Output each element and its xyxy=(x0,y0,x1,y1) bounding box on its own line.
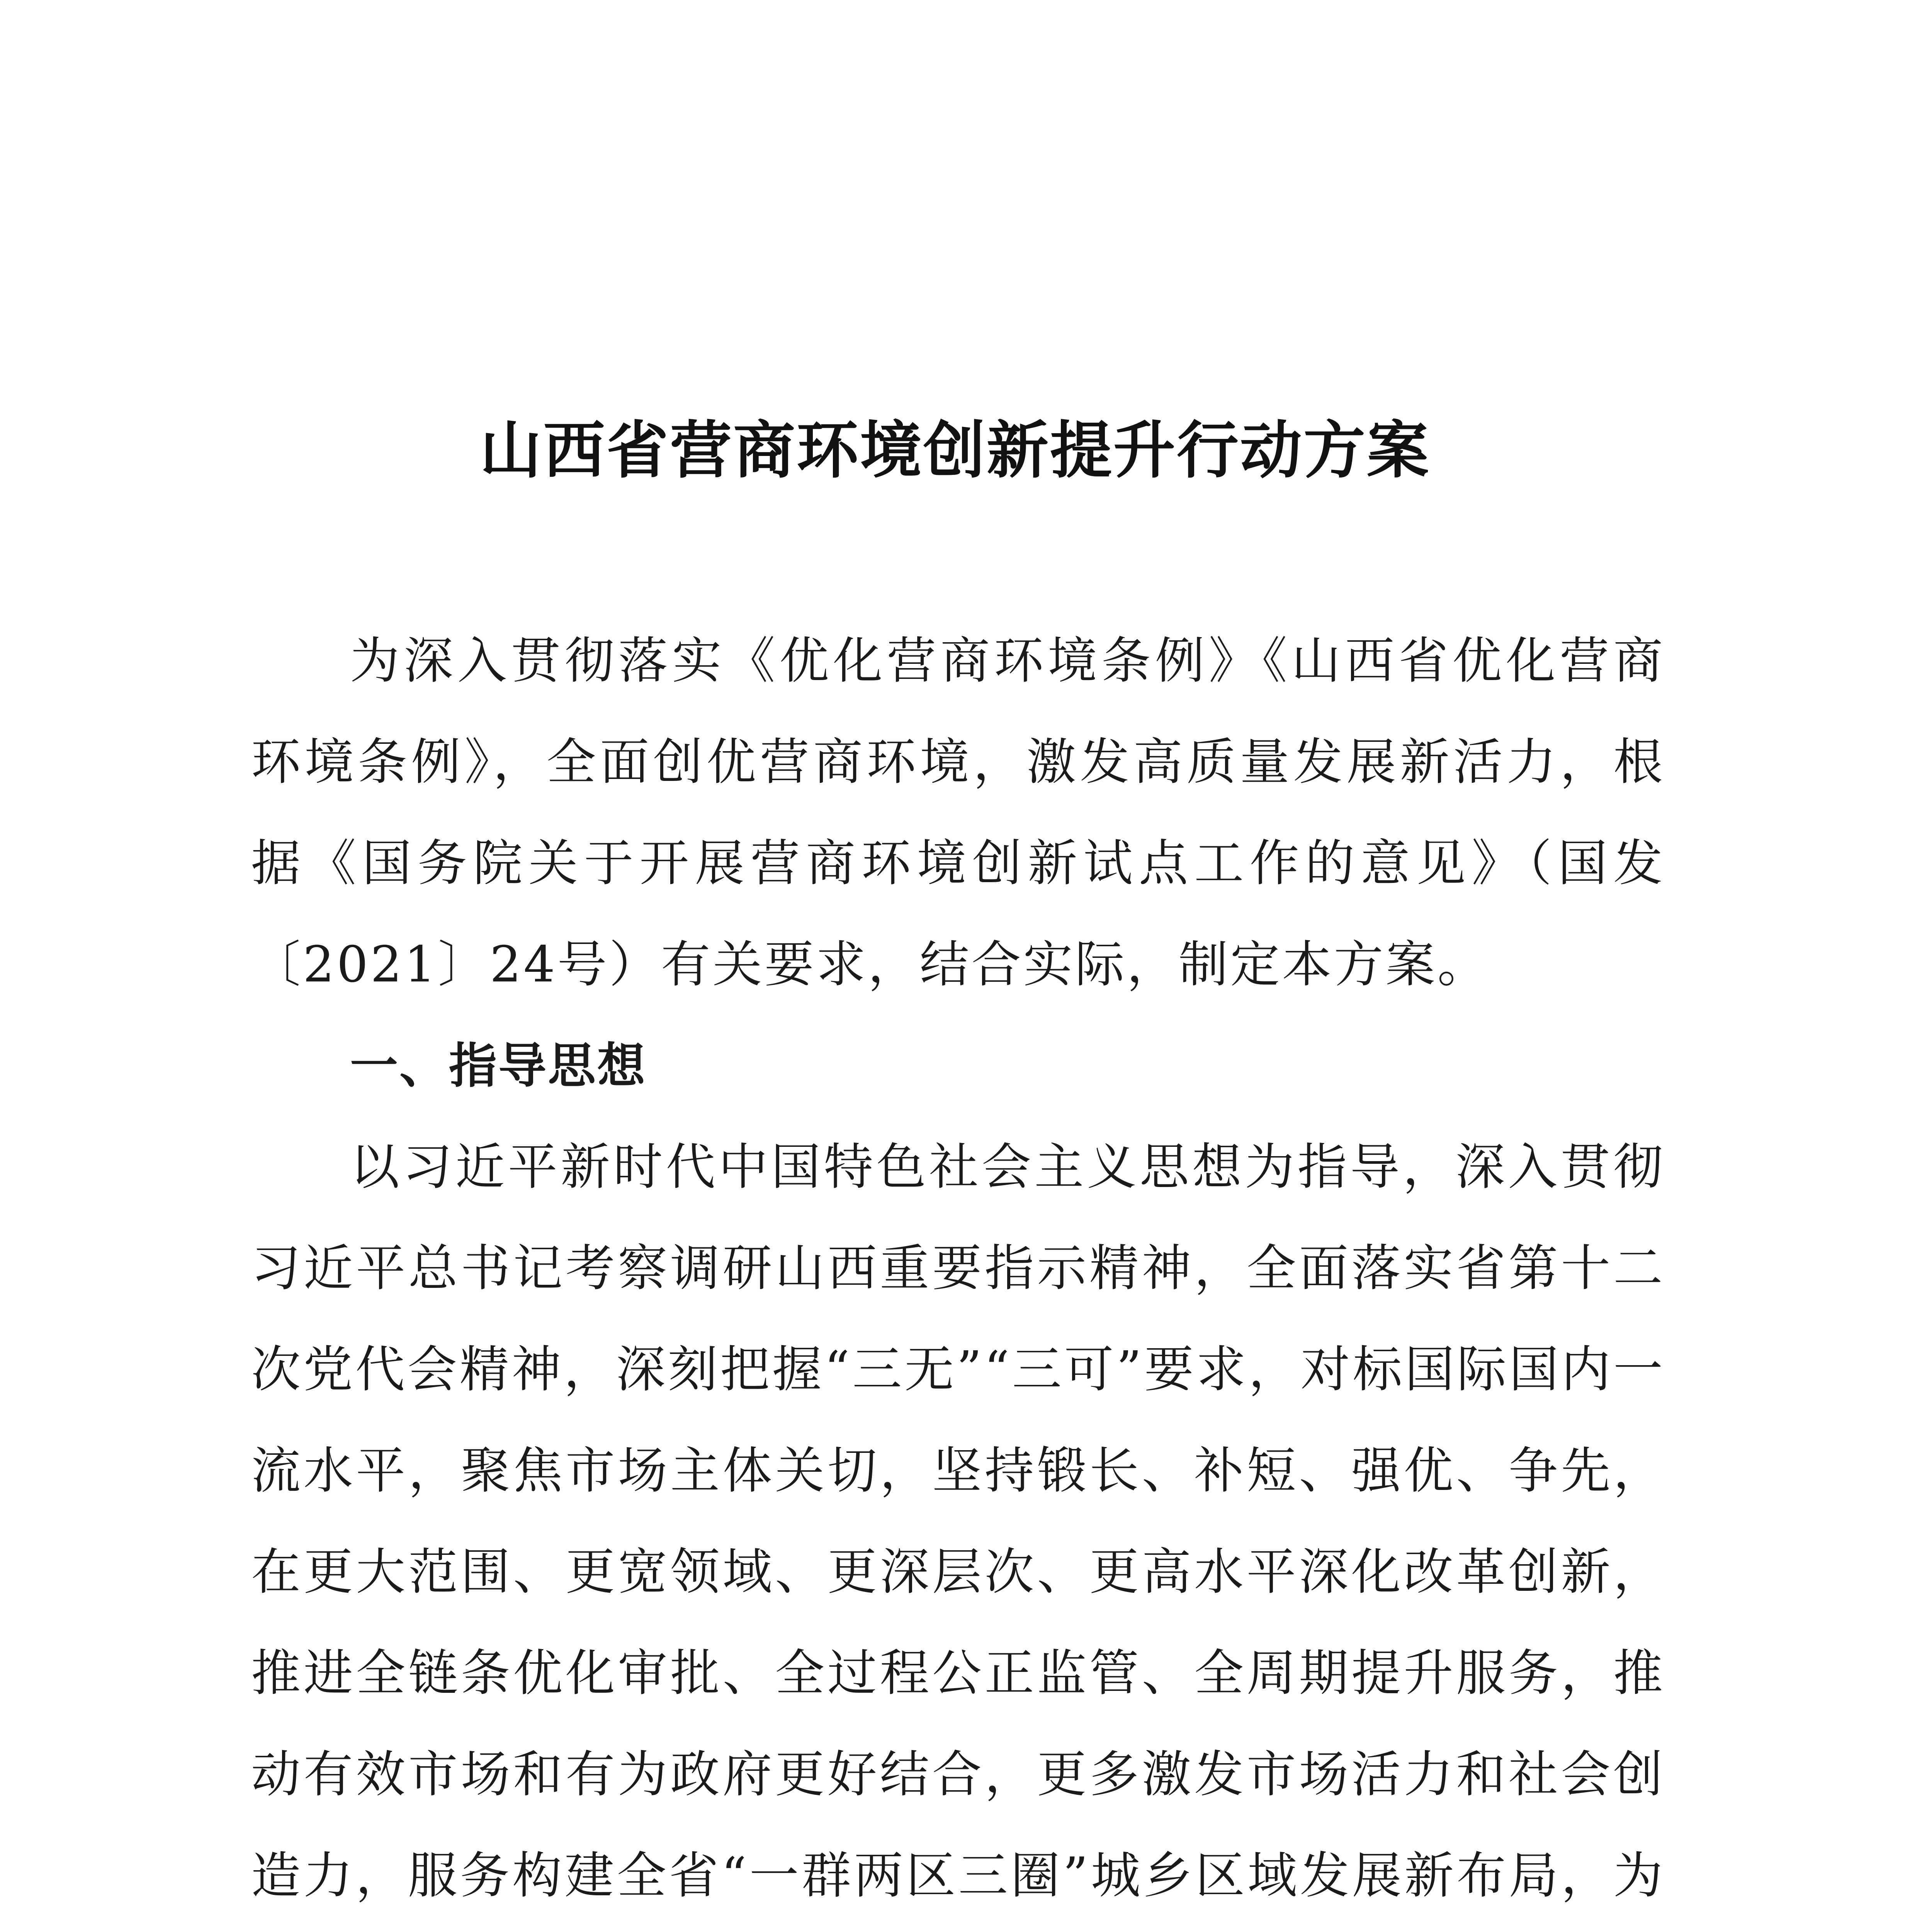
intro-paragraph: 为深入贯彻落实《优化营商环境条例》《山西省优化营商环境条例》，全面创优营商环境，激发高质量发展新活力，根据《国务院关于开展营商环境创新试点工作的意见》（国发〔2021〕24号）有关要求，结合实际，制定本方案。 xyxy=(251,632,1665,993)
guiding-ideology-paragraph: 以习近平新时代中国特色社会主义思想为指导，深入贯彻习近平总书记考察调研山西重要指示精神，全面落实省第十二次党代会精神，深刻把握“三无”“三可”要求，对标国际国内一流水平，聚焦市场主体关切，坚持锻长、补短、强优、争先，在更大范围、更宽领域、更深层次、更高水平深化改革创新，推进全链条优化审批、全过程公正监管、全周期提升服务，推动有效市场和有为政府更好结合，更多激发市场活力和社会创造力，服务构建全省“一群两区三圈”城乡区域发展新布局，为 xyxy=(251,1138,1665,1905)
document-body xyxy=(251,611,1665,1932)
section-heading-guiding-ideology: 一、指导思想 xyxy=(350,1038,647,1094)
document-title: 山西省营商环境创新提升行动方案 xyxy=(479,414,1430,486)
